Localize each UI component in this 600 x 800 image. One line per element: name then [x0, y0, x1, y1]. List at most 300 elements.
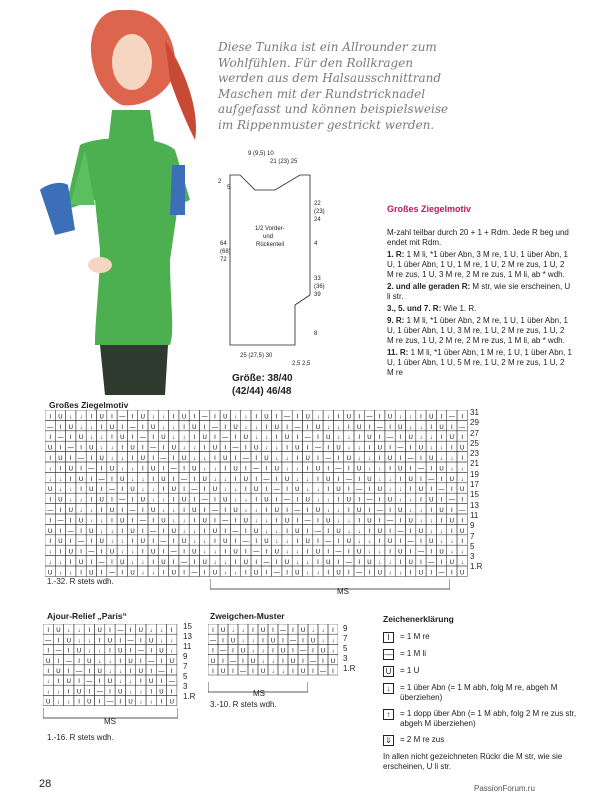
stitch-symbol: I — [131, 539, 134, 546]
stitch-symbol: ↓ — [159, 628, 163, 635]
stitch-symbol: I — [252, 669, 254, 675]
stitch-symbol: I — [172, 560, 175, 566]
stitch-symbol: U — [243, 435, 249, 442]
stitch-symbol: — — [98, 476, 105, 483]
stitch-symbol: I — [69, 518, 72, 525]
stitch-symbol: ↓ — [58, 570, 62, 577]
stitch-symbol: I — [111, 560, 113, 566]
stitch-symbol: ↓ — [326, 414, 330, 421]
stitch-symbol: U — [161, 435, 166, 442]
stitch-symbol: U — [223, 497, 228, 504]
stitch-symbol: — — [67, 445, 74, 452]
stitch-symbol: U — [109, 466, 115, 473]
stitch-symbol: I — [88, 628, 91, 635]
stitch-symbol: ↓ — [172, 424, 176, 431]
stitch-symbol: U — [212, 487, 218, 494]
stitch-symbol: ↓ — [139, 689, 143, 696]
instruction-text: Wie 1. R. — [441, 304, 477, 313]
stitch-symbol: U — [284, 435, 290, 442]
stitch-symbol: — — [273, 487, 280, 494]
stitch-symbol: U — [161, 518, 166, 525]
stitch-symbol: ↓ — [110, 539, 114, 546]
stitch-symbol: — — [191, 487, 198, 494]
stitch-symbol: ↓ — [429, 445, 433, 452]
stitch-symbol: I — [59, 445, 62, 452]
stitch-symbol: ↓ — [223, 487, 227, 494]
stitch-symbol: ↓ — [244, 508, 248, 514]
legend-row — [383, 649, 583, 660]
stitch-symbol: ↓ — [182, 445, 186, 452]
stitch-symbol: U — [78, 518, 84, 525]
stitch-symbol: — — [222, 435, 229, 442]
stitch-symbol: ↓ — [110, 456, 114, 462]
stitch-symbol: ↓ — [440, 528, 444, 535]
stitch-symbol: ↓ — [98, 648, 102, 655]
stitch-symbol: U — [408, 518, 413, 525]
stitch-symbol: ↓ — [182, 435, 186, 442]
legend-title: Zeichenerklärung — [383, 614, 454, 624]
stitch-symbol: ↓ — [337, 518, 341, 525]
stitch-symbol: I — [461, 497, 463, 504]
stitch-symbol: U — [459, 445, 465, 452]
stitch-symbol: — — [314, 445, 321, 452]
sched-bottom-right: 2,5 2,5 — [292, 361, 311, 367]
stitch-symbol: I — [162, 549, 165, 556]
stitch-symbol: I — [245, 466, 247, 473]
sched-shoulder-5: 5 — [227, 185, 231, 191]
stitch-symbol: ↓ — [58, 476, 62, 483]
stitch-symbol: ↓ — [129, 689, 133, 696]
stitch-symbol: I — [193, 476, 196, 483]
stitch-symbol: I — [160, 658, 163, 665]
stitch-symbol: — — [158, 669, 165, 675]
stitch-symbol: I — [440, 497, 443, 504]
stitch-symbol: I — [80, 466, 82, 473]
chart1-grid — [45, 410, 470, 585]
sched-side-2: (36) — [314, 284, 325, 290]
stitch-symbol: ↓ — [79, 508, 83, 514]
stitch-symbol: I — [119, 638, 122, 645]
stitch-symbol: U — [387, 497, 393, 504]
stitch-symbol: I — [286, 424, 288, 431]
stitch-symbol: I — [183, 466, 185, 473]
stitch-symbol: I — [170, 628, 173, 635]
stitch-symbol: I — [57, 679, 60, 686]
stitch-symbol: ↓ — [203, 456, 207, 462]
stitch-symbol: — — [300, 648, 306, 655]
stitch-symbol: I — [80, 487, 82, 494]
stitch-symbol: — — [448, 414, 455, 421]
stitch-symbol: I — [430, 424, 433, 431]
stitch-symbol: I — [332, 669, 334, 675]
legend-row — [383, 632, 583, 643]
stitch-symbol: ↓ — [77, 628, 81, 635]
stitch-symbol: I — [203, 508, 206, 514]
stitch-symbol: — — [108, 487, 115, 494]
stitch-symbol: I — [358, 497, 360, 504]
row-number: 31 — [470, 408, 479, 417]
stitch-symbol: U — [459, 528, 465, 535]
stitch-symbol: U — [118, 648, 123, 655]
stitch-symbol: — — [150, 445, 157, 452]
stitch-symbol: U — [202, 518, 207, 525]
stitch-symbol: U — [284, 476, 290, 483]
stitch-symbol: I — [420, 497, 422, 504]
stitch-symbol: ↓ — [440, 456, 444, 462]
stitch-symbol: I — [451, 487, 453, 494]
stitch-symbol: ↓ — [170, 638, 174, 645]
stitch-symbol: ↓ — [409, 497, 413, 504]
stitch-symbol: U — [78, 560, 84, 566]
stitch-symbol: U — [47, 570, 53, 577]
stitch-symbol: U — [377, 445, 382, 452]
stitch-symbol: ↓ — [275, 528, 279, 535]
row-number: 27 — [470, 428, 479, 438]
stitch-symbol: I — [160, 699, 163, 706]
legend — [383, 614, 583, 772]
stitch-symbol: U — [260, 628, 266, 635]
stitch-symbol: ↓ — [337, 424, 341, 431]
instruction-line — [387, 250, 573, 280]
stitch-symbol: ↓ — [398, 497, 402, 504]
stitch-symbol: U — [76, 689, 82, 696]
stitch-symbol: ↓ — [337, 435, 341, 442]
stitch-symbol: ↓ — [192, 445, 196, 452]
stitch-symbol: I — [234, 518, 237, 525]
stitch-symbol: I — [49, 518, 51, 525]
row-number: 5 — [343, 644, 348, 653]
legend-symbol: — — [384, 650, 393, 659]
stitch-symbol: U — [66, 638, 71, 645]
stitch-symbol: ↓ — [100, 528, 104, 535]
stitch-symbol: I — [337, 497, 340, 504]
stitch-symbol: ↓ — [48, 549, 52, 556]
stitch-symbol: U — [220, 669, 226, 675]
sched-piece-label-1: 1/2 Vorder- — [255, 226, 285, 232]
stitch-symbol: I — [78, 679, 80, 686]
stitch-symbol: I — [302, 658, 304, 665]
stitch-symbol: ↓ — [306, 560, 310, 566]
row-number: 21 — [470, 459, 479, 469]
stitch-symbol: I — [203, 570, 206, 577]
stitch-symbol: U — [377, 528, 382, 535]
stitch-symbol: I — [80, 570, 82, 577]
stitch-symbol: U — [181, 539, 187, 546]
stitch-symbol: I — [461, 414, 463, 421]
stitch-symbol: I — [358, 560, 360, 566]
stitch-symbol: I — [389, 528, 391, 535]
stitch-symbol: ↓ — [440, 539, 444, 546]
stitch-symbol: — — [290, 638, 296, 645]
stitch-symbol: U — [192, 508, 197, 514]
stitch-symbol: ↓ — [234, 414, 238, 421]
stitch-symbol: U — [300, 628, 306, 635]
stitch-symbol: — — [345, 476, 352, 483]
stitch-symbol: ↓ — [131, 560, 135, 566]
stitch-symbol: — — [376, 424, 383, 431]
legend-symbol: ↓ — [383, 683, 394, 694]
stitch-symbol: I — [152, 518, 154, 525]
stitch-symbol: — — [232, 445, 239, 452]
stitch-symbol: I — [275, 497, 278, 504]
stitch-symbol: I — [152, 456, 154, 462]
stitch-symbol: U — [202, 476, 207, 483]
stitch-symbol: U — [120, 560, 125, 566]
stitch-symbol: I — [222, 638, 224, 645]
stitch-symbol: U — [58, 414, 63, 421]
stitch-symbol: I — [255, 539, 257, 546]
stitch-symbol: U — [260, 669, 266, 675]
stitch-symbol: — — [459, 508, 466, 514]
stitch-symbol: ↓ — [223, 570, 227, 577]
stitch-symbol: I — [170, 669, 173, 675]
sched-top-right: 21 (23) 25 — [270, 159, 298, 165]
stitch-symbol: I — [332, 628, 334, 635]
stitch-symbol: ↓ — [316, 487, 320, 494]
stitch-symbol: I — [172, 497, 175, 504]
legend-row — [383, 666, 583, 677]
stitch-symbol: U — [336, 487, 341, 494]
stitch-symbol: ↓ — [58, 487, 62, 494]
stitch-symbol: U — [68, 549, 73, 556]
stitch-symbol: I — [183, 570, 185, 577]
stitch-symbol: ↓ — [321, 638, 325, 645]
stitch-symbol: ↓ — [409, 424, 413, 431]
stitch-symbol: I — [420, 414, 422, 421]
stitch-symbol: ↓ — [87, 648, 91, 655]
stitch-symbol: — — [428, 476, 435, 483]
stitch-symbol: I — [152, 435, 154, 442]
stitch-symbol: I — [430, 508, 433, 514]
stitch-symbol: I — [378, 456, 381, 462]
stitch-symbol: I — [193, 435, 196, 442]
stitch-symbol: — — [397, 445, 404, 452]
stitch-symbol: I — [245, 570, 247, 577]
stitch-symbol: ↓ — [347, 518, 351, 525]
stitch-symbol: I — [292, 628, 294, 635]
stitch-symbol: I — [90, 560, 93, 566]
stitch-symbol: ↓ — [347, 528, 351, 535]
row-number: 15 — [470, 490, 479, 500]
stitch-symbol: U — [449, 518, 455, 525]
stitch-symbol: I — [100, 549, 103, 556]
stitch-symbol: I — [140, 658, 142, 665]
stitch-symbol: — — [314, 528, 321, 535]
stitch-symbol: ↓ — [388, 487, 392, 494]
stitch-symbol: I — [255, 560, 257, 566]
stitch-symbol: I — [160, 679, 163, 686]
stitch-symbol: ↓ — [311, 628, 315, 635]
stitch-symbol: — — [57, 518, 64, 525]
stitch-symbol: I — [317, 518, 319, 525]
stitch-symbol: U — [87, 658, 92, 665]
stitch-symbol: I — [337, 456, 340, 462]
stitch-symbol: I — [78, 658, 80, 665]
stitch-symbol: — — [310, 658, 316, 665]
stitch-symbol: I — [59, 424, 62, 431]
stitch-symbol: U — [429, 539, 434, 546]
stitch-symbol: — — [78, 539, 85, 546]
stitch-symbol: U — [140, 539, 146, 546]
stitch-symbol: U — [387, 456, 393, 462]
stitch-symbol: — — [366, 414, 373, 421]
stitch-symbol: ↓ — [48, 560, 52, 566]
stitch-symbol: I — [461, 518, 463, 525]
stitch-symbol: U — [284, 560, 290, 566]
instruction-text: M str, wie sie erscheinen, U li str. — [387, 282, 571, 301]
stitch-symbol: U — [398, 549, 403, 556]
stitch-symbol: U — [459, 570, 465, 577]
stitch-symbol: — — [117, 628, 124, 635]
stitch-symbol: I — [140, 638, 142, 645]
stitch-symbol: U — [367, 518, 372, 525]
stitch-symbol: U — [449, 435, 455, 442]
stitch-symbol: ↓ — [69, 414, 73, 421]
stitch-symbol: I — [111, 497, 113, 504]
size-line2: (42/44) 46/48 — [232, 386, 292, 397]
stitch-symbol: ↓ — [316, 497, 320, 504]
stitch-symbol: I — [399, 476, 402, 483]
stitch-symbol: ↓ — [89, 508, 93, 514]
stitch-symbol: U — [89, 487, 94, 494]
stitch-symbol: U — [243, 560, 249, 566]
stitch-symbol: I — [69, 435, 72, 442]
stitch-symbol: — — [366, 497, 373, 504]
stitch-symbol: I — [162, 466, 165, 473]
stitch-symbol: I — [420, 560, 422, 566]
stitch-symbol: U — [346, 539, 352, 546]
stitch-symbol: I — [111, 518, 113, 525]
chart3-grid — [208, 624, 338, 681]
stitch-symbol: ↓ — [388, 476, 392, 483]
stitch-symbol: ↓ — [100, 445, 104, 452]
stitch-symbol: — — [88, 466, 95, 473]
stitch-symbol: I — [378, 435, 381, 442]
instruction-row-label: 2. und alle geraden R: — [387, 282, 471, 291]
stitch-symbol: U — [220, 628, 226, 635]
stitch-symbol: I — [224, 528, 227, 535]
stitch-symbol: I — [129, 628, 132, 635]
stitch-symbol: — — [211, 508, 218, 514]
stitch-symbol: I — [212, 669, 214, 675]
stitch-symbol: U — [439, 508, 444, 514]
stitch-symbol: ↓ — [367, 466, 371, 473]
instruction-row-label: 9. R: — [387, 316, 405, 325]
stitch-symbol: ↓ — [120, 549, 124, 556]
stitch-symbol: I — [399, 435, 402, 442]
stitch-symbol: ↓ — [347, 445, 351, 452]
stitch-symbol: — — [148, 658, 155, 665]
stitch-symbol: I — [109, 689, 111, 696]
stitch-symbol: I — [90, 456, 93, 462]
stitch-symbol: I — [203, 487, 206, 494]
stitch-symbol: I — [378, 414, 381, 421]
stitch-symbol: U — [192, 424, 197, 431]
stitch-symbol: I — [129, 648, 132, 655]
sched-slit: 8 — [314, 331, 318, 337]
stitch-symbol: I — [111, 435, 113, 442]
stitch-symbol: U — [89, 528, 94, 535]
stitch-symbol: U — [326, 435, 331, 442]
stitch-symbol: I — [98, 638, 101, 645]
stitch-symbol: I — [327, 445, 330, 452]
stitch-symbol: I — [142, 528, 144, 535]
stitch-symbol: ↓ — [89, 518, 93, 525]
stitch-symbol: — — [65, 658, 72, 665]
stitch-symbol: U — [56, 669, 61, 675]
stitch-symbol: I — [368, 508, 371, 514]
stitch-symbol: ↓ — [378, 476, 382, 483]
stitch-symbol: — — [284, 497, 291, 504]
stitch-symbol: ↓ — [326, 497, 330, 504]
stitch-symbol: I — [67, 648, 70, 655]
legend-symbol: ⇓ — [383, 735, 394, 746]
stitch-symbol: I — [90, 414, 93, 421]
stitch-symbol: I — [183, 508, 185, 514]
row-number: 9 — [183, 652, 188, 661]
stitch-symbol: — — [150, 528, 157, 535]
stitch-symbol: ↓ — [331, 648, 335, 655]
stitch-symbol: U — [439, 549, 444, 556]
stitch-symbol: I — [420, 476, 422, 483]
stitch-symbol: I — [348, 549, 350, 556]
stitch-symbol: — — [181, 560, 188, 566]
stitch-symbol: ↓ — [67, 699, 71, 706]
stitch-symbol: U — [107, 679, 113, 686]
stitch-symbol: U — [439, 466, 444, 473]
stitch-symbol: ↓ — [46, 679, 50, 686]
stitch-symbol: I — [296, 456, 299, 462]
stitch-symbol: U — [398, 508, 403, 514]
row-number: 29 — [470, 418, 479, 428]
stitch-symbol: I — [255, 497, 257, 504]
stitch-symbol: U — [58, 497, 63, 504]
sched-piece-label-3: Rückenteil — [256, 242, 285, 248]
stitch-symbol: I — [389, 424, 391, 431]
stitch-symbol: U — [418, 487, 424, 494]
stitch-symbol: I — [59, 466, 62, 473]
size-info — [232, 372, 293, 398]
instruction-line — [387, 348, 573, 378]
stitch-symbol: I — [337, 476, 340, 483]
stitch-symbol: U — [243, 518, 249, 525]
stitch-symbol: — — [230, 658, 236, 665]
stitch-symbol: ↓ — [251, 648, 255, 655]
stitch-symbol: ↓ — [192, 528, 196, 535]
stitch-symbol: — — [119, 414, 126, 421]
stitch-symbol: — — [86, 679, 93, 686]
stitch-symbol: I — [389, 549, 391, 556]
stitch-symbol: U — [68, 508, 73, 514]
stitch-symbol: ↓ — [409, 508, 413, 514]
row-number: 15 — [183, 622, 192, 631]
stitch-symbol: U — [264, 414, 269, 421]
stitch-symbol: U — [169, 699, 174, 706]
sched-top-width: 9 (9,5) 10 — [248, 151, 274, 157]
stitch-symbol: ↓ — [141, 487, 145, 494]
stitch-symbol: I — [69, 476, 72, 483]
stitch-symbol: ↓ — [161, 424, 165, 431]
stitch-symbol: U — [326, 560, 331, 566]
stitch-symbol: U — [192, 466, 197, 473]
stitch-symbol: ↓ — [419, 435, 423, 442]
stitch-symbol: — — [232, 528, 239, 535]
stitch-symbol: U — [171, 487, 176, 494]
stitch-symbol: I — [121, 570, 124, 577]
stitch-symbol: I — [327, 528, 330, 535]
legend-text: = 1 U — [400, 666, 420, 675]
stitch-symbol: ↓ — [440, 445, 444, 452]
